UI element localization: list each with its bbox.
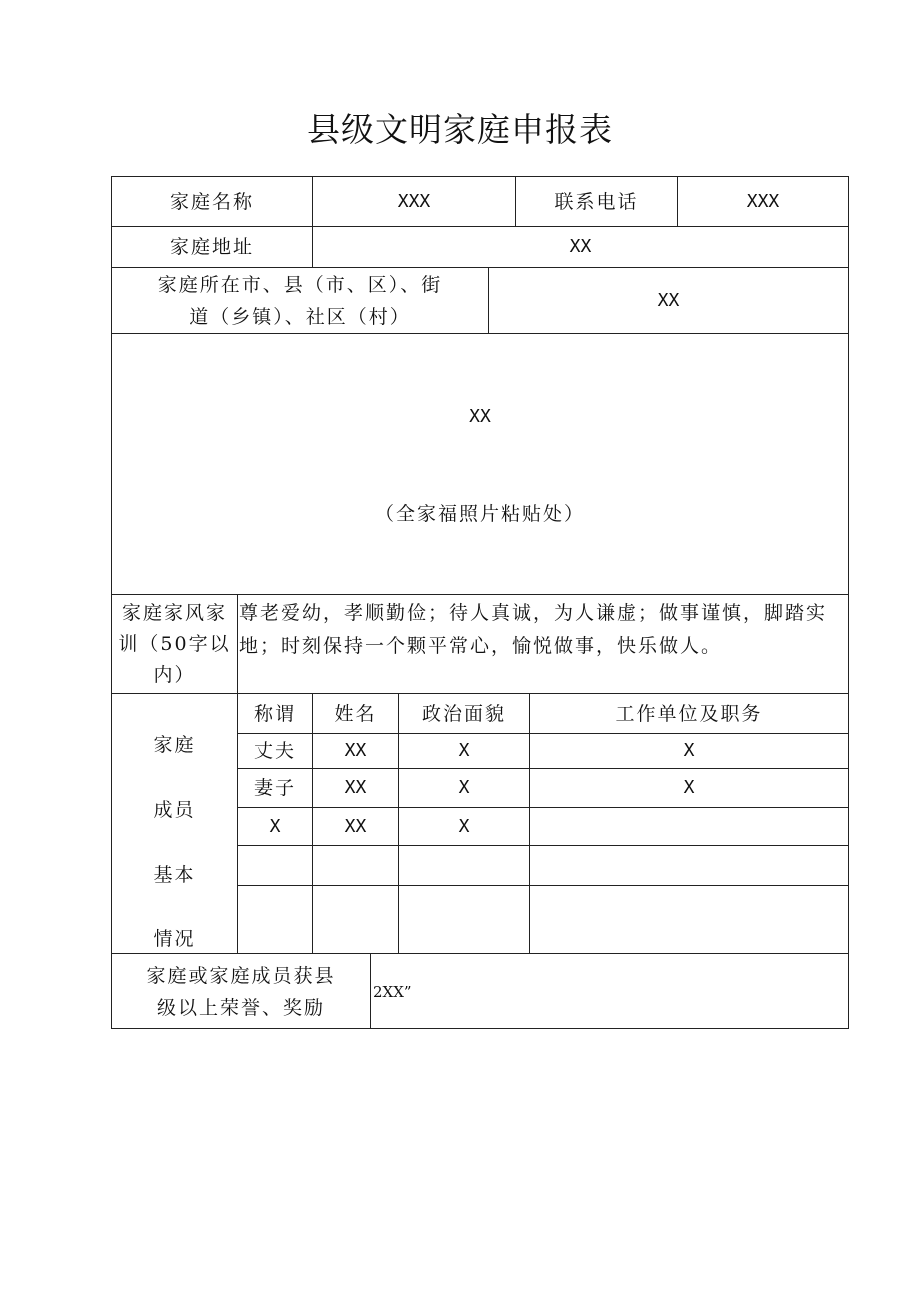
header-work: 工作单位及职务 [615, 702, 763, 725]
motto-label [112, 595, 237, 693]
motto-label-line3: 内） [153, 663, 196, 686]
members-side-label-3: 基本 [153, 864, 196, 886]
members-side-label-4: 情况 [153, 928, 196, 950]
motto-label-line2: 训（50字以 [118, 632, 231, 655]
photo-value: XX [469, 406, 491, 427]
member-3-work [530, 808, 848, 845]
honors-label-line2: 级以上荣誉、奖励 [156, 996, 325, 1019]
header-political: 政治面貌 [421, 702, 506, 725]
motto-text-line1: 尊老爱幼，孝顺勤俭；待人真诚，为人谦虚；做事谨慎，脚踏实 [239, 602, 828, 624]
location-value: XX [657, 289, 680, 311]
members-side-label-2: 成员 [153, 799, 196, 821]
member-2-relation: 妻子 [253, 777, 296, 799]
member-5-name [313, 886, 398, 953]
member-4-name [313, 846, 398, 885]
address-label: 家庭地址 [169, 236, 254, 258]
family-name-value: XXX [397, 190, 431, 212]
motto-text [239, 597, 848, 663]
phone-value: XXX [746, 190, 780, 212]
member-5-political [399, 886, 529, 953]
member-2-name: XX [344, 777, 367, 798]
member-5-work [530, 886, 848, 953]
header-name: 姓名 [334, 702, 377, 725]
location-label-line1: 家庭所在市、县（市、区）、街 [157, 273, 443, 296]
application-form-table [111, 176, 849, 1029]
motto-text-line2: 地；时刻保持一个颗平常心，愉悦做事，快乐做人。 [239, 635, 723, 657]
member-1-relation: 丈夫 [253, 740, 296, 762]
member-3-relation: X [269, 815, 281, 837]
member-1-work: X [683, 740, 695, 761]
location-label [112, 268, 488, 333]
honors-label-line1: 家庭或家庭成员获县 [146, 964, 336, 987]
member-2-work: X [683, 777, 695, 798]
photo-caption: （全家福照片粘贴处） [374, 503, 585, 525]
member-4-work [530, 846, 848, 885]
location-label-line2: 道（乡镇）、社区（村） [189, 305, 411, 328]
member-5-relation [238, 886, 312, 953]
family-name-label: 家庭名称 [169, 190, 254, 213]
honors-label [112, 954, 370, 1029]
member-1-political: X [458, 740, 470, 761]
honors-value: 2XX” [373, 982, 412, 1001]
header-relation: 称谓 [253, 702, 296, 725]
motto-label-line1: 家庭家风家 [121, 601, 227, 624]
address-value: XX [569, 236, 592, 257]
members-side-label-1: 家庭 [153, 734, 196, 756]
phone-label: 联系电话 [554, 190, 639, 213]
member-4-relation [238, 846, 312, 885]
member-3-name: XX [344, 815, 367, 837]
page-title: 县级文明家庭申报表 [307, 110, 613, 149]
member-3-political: X [458, 815, 470, 837]
member-1-name: XX [344, 740, 367, 761]
member-4-political [399, 846, 529, 885]
member-2-political: X [458, 777, 470, 798]
